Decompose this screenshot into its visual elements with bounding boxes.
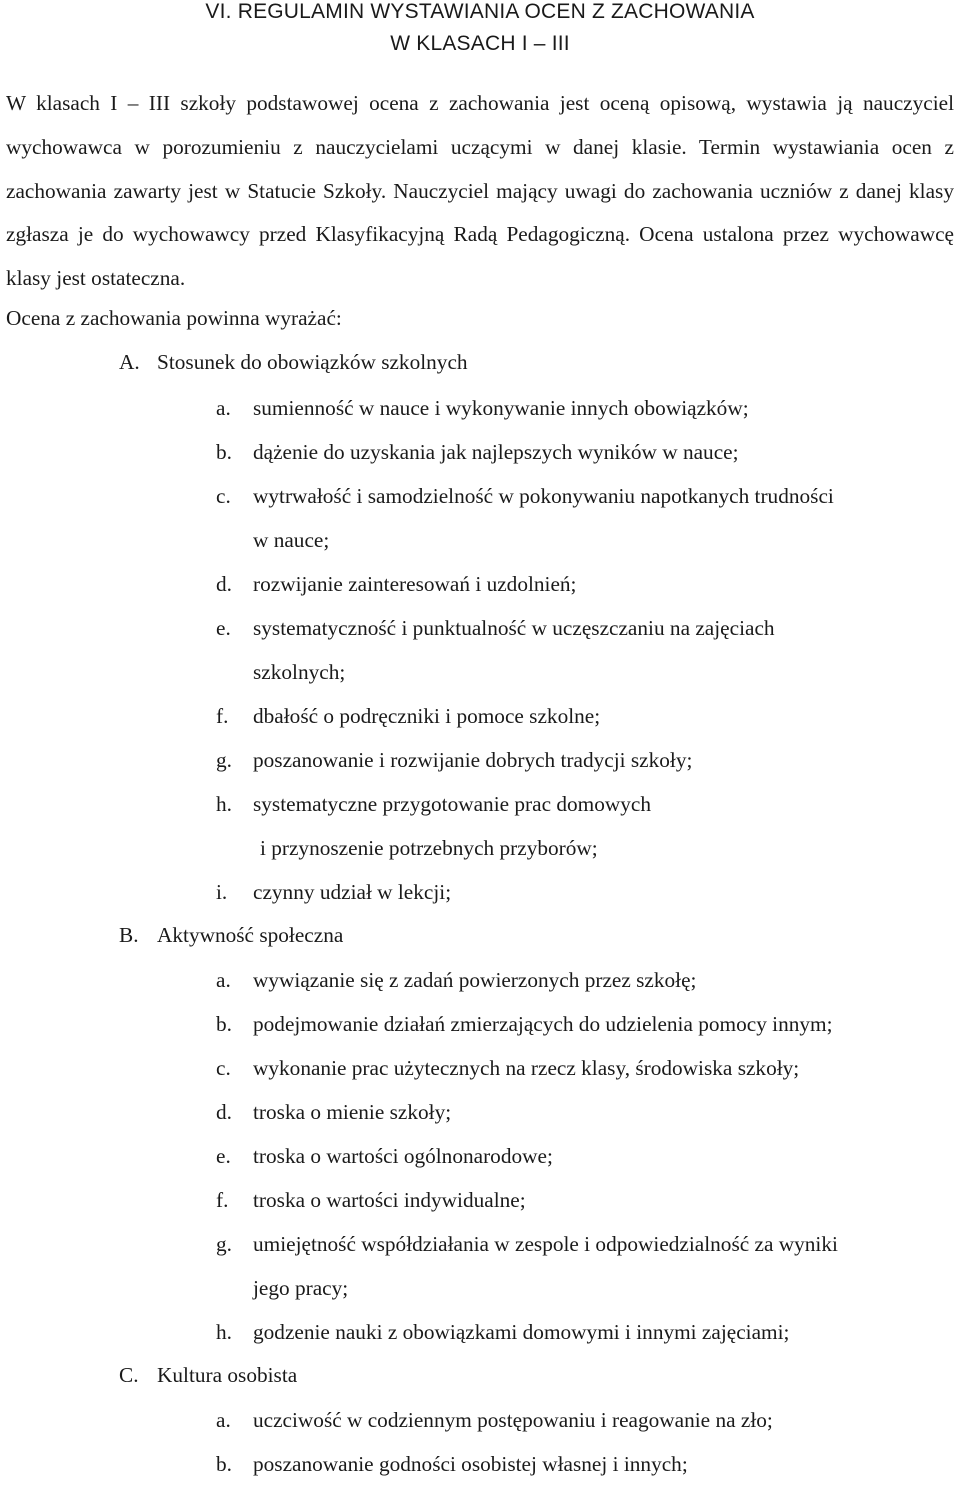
item-text-continuation: w nauce;	[253, 528, 330, 552]
list-item	[216, 1398, 956, 1442]
item-text: umiejętność współdziałania w zespole i odpowiedzialność za wyniki	[253, 1232, 838, 1256]
list-item	[216, 474, 956, 518]
list-item	[216, 386, 956, 430]
item-marker: g.	[216, 748, 232, 772]
item-text: podejmowanie działań zmierzających do udzielenia pomocy innym;	[253, 1012, 833, 1036]
item-text: poszanowanie godności osobistej własnej i innych;	[253, 1452, 688, 1476]
item-marker: e.	[216, 1144, 231, 1168]
item-text: troska o wartości ogólnonarodowe;	[253, 1144, 553, 1168]
section-a-heading	[119, 352, 468, 373]
item-marker: g.	[216, 1232, 232, 1256]
item-text: systematyczność i punktualność w uczęszczaniu na zajęciach	[253, 616, 775, 640]
list-item	[216, 782, 956, 826]
item-text: godzenie nauki z obowiązkami domowymi i innymi zajęciami;	[253, 1320, 790, 1344]
item-marker: a.	[216, 396, 231, 420]
item-text: wykonanie prac użytecznych na rzecz klasy, środowiska szkoły;	[253, 1056, 800, 1080]
item-text: sumienność w nauce i wykonywanie innych obowiązków;	[253, 396, 749, 420]
section-marker: B.	[119, 923, 139, 947]
list-item	[216, 1134, 956, 1178]
list-item	[216, 738, 956, 782]
section-label: Stosunek do obowiązków szkolnych	[157, 350, 468, 374]
item-text: troska o mienie szkoły;	[253, 1100, 452, 1124]
item-text: uczciwość w codziennym postępowaniu i reagowanie na zło;	[253, 1408, 773, 1432]
item-text-continuation: i przynoszenie potrzebnych przyborów;	[260, 836, 598, 860]
item-marker: b.	[216, 440, 232, 464]
list-item	[216, 562, 956, 606]
list-item	[216, 870, 956, 914]
item-marker: f.	[216, 1188, 229, 1212]
item-marker: i.	[216, 880, 228, 904]
document-title-line-2: W KLASACH I – III	[390, 32, 570, 55]
item-text: rozwijanie zainteresowań i uzdolnień;	[253, 572, 577, 596]
list-item	[216, 958, 956, 1002]
item-text: dbałość o podręczniki i pomoce szkolne;	[253, 704, 601, 728]
item-marker: a.	[216, 1408, 231, 1432]
item-marker: c.	[216, 484, 231, 508]
list-item	[216, 1178, 956, 1222]
item-text: systematyczne przygotowanie prac domowych	[253, 792, 651, 816]
list-item	[216, 1310, 956, 1354]
section-label: Kultura osobista	[157, 1363, 298, 1387]
list-item	[216, 694, 956, 738]
item-marker: d.	[216, 572, 232, 596]
item-text-continuation: jego pracy;	[253, 1276, 349, 1300]
item-text-continuation: szkolnych;	[253, 660, 346, 684]
list-item	[216, 1442, 956, 1486]
section-c-heading	[119, 1365, 297, 1386]
item-marker: f.	[216, 704, 229, 728]
intro-paragraph: W klasach I – III szkoły podstawowej ocena z zachowania jest oceną opisową, wystawia ją nauczyciel wychowawca w porozumieniu z nauczycielami uczącymi w danej klasie. Termin wystawiania ocen z zachowania zawarty jest w Statucie Szkoły. Nauczyciel mający uwagi do zachowania uczniów z danej klasy zgłasza je do wychowawcy przed Klasyfikacyjną Radą Pedagogiczną. Ocena ustalona przez wychowawcę klasy jest ostateczna.	[6, 91, 954, 291]
item-text: wywiązanie się z zadań powierzonych przez szkołę;	[253, 968, 697, 992]
section-marker: C.	[119, 1363, 139, 1387]
item-marker: a.	[216, 968, 231, 992]
list-item	[216, 1046, 956, 1090]
item-marker: d.	[216, 1100, 232, 1124]
list-item	[216, 1090, 956, 1134]
item-text: troska o wartości indywidualne;	[253, 1188, 526, 1212]
item-marker: h.	[216, 792, 232, 816]
list-item	[216, 1222, 956, 1266]
item-text: poszanowanie i rozwijanie dobrych tradycji szkoły;	[253, 748, 693, 772]
item-text: czynny udział w lekcji;	[253, 880, 452, 904]
item-text: wytrwałość i samodzielność w pokonywaniu napotkanych trudności	[253, 484, 834, 508]
section-label: Aktywność społeczna	[157, 923, 344, 947]
criteria-heading: Ocena z zachowania powinna wyrażać:	[6, 306, 342, 330]
item-marker: h.	[216, 1320, 232, 1344]
list-item	[216, 1002, 956, 1046]
item-marker: b.	[216, 1012, 232, 1036]
section-b-heading	[119, 925, 343, 946]
item-marker: c.	[216, 1056, 231, 1080]
list-item	[216, 606, 956, 650]
document-title-line-1: VI. REGULAMIN WYSTAWIANIA OCEN Z ZACHOWANIA	[205, 0, 755, 23]
section-marker: A.	[119, 350, 140, 374]
item-marker: e.	[216, 616, 231, 640]
list-item	[216, 430, 956, 474]
item-text: dążenie do uzyskania jak najlepszych wyników w nauce;	[253, 440, 739, 464]
item-marker: b.	[216, 1452, 232, 1476]
